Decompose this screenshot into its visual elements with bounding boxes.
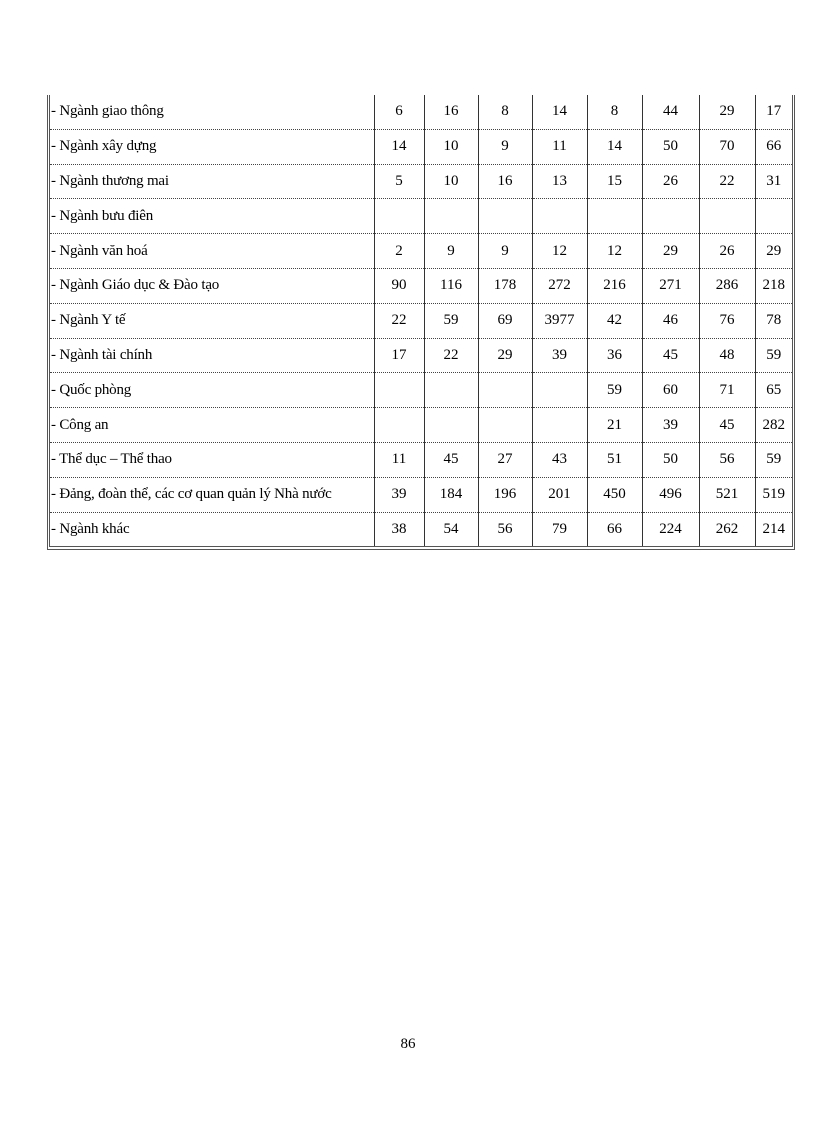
table-cell — [755, 199, 792, 234]
table-cell: 44 — [642, 95, 699, 129]
table-cell: 201 — [532, 477, 587, 512]
table-cell: 66 — [755, 129, 792, 164]
table-cell — [532, 373, 587, 408]
table-row — [50, 164, 792, 199]
table-cell: 59 — [587, 373, 642, 408]
table-cell: 15 — [587, 164, 642, 199]
table-cell — [699, 199, 755, 234]
table-cell: 178 — [478, 268, 532, 303]
table-cell: 42 — [587, 303, 642, 338]
table-cell: 59 — [424, 303, 478, 338]
table-row — [50, 95, 792, 129]
table-cell: 14 — [532, 95, 587, 129]
table-cell: 184 — [424, 477, 478, 512]
row-label: - Ngành văn hoá — [50, 234, 374, 269]
table-cell: 43 — [532, 442, 587, 477]
table-cell: 27 — [478, 442, 532, 477]
table-cell: 14 — [587, 129, 642, 164]
table-cell: 39 — [642, 408, 699, 443]
table-cell — [642, 199, 699, 234]
table-cell: 70 — [699, 129, 755, 164]
table-cell: 22 — [699, 164, 755, 199]
table-cell: 76 — [699, 303, 755, 338]
table-cell: 224 — [642, 512, 699, 546]
table-cell: 282 — [755, 408, 792, 443]
table-cell: 17 — [755, 95, 792, 129]
table-cell: 9 — [478, 129, 532, 164]
table-cell: 59 — [755, 442, 792, 477]
table-cell: 496 — [642, 477, 699, 512]
row-label: - Ngành Giáo dục & Đào tạo — [50, 268, 374, 303]
table-cell — [478, 373, 532, 408]
table-row — [50, 408, 792, 443]
table-cell: 21 — [587, 408, 642, 443]
statistics-table-frame — [47, 95, 795, 550]
table-cell: 17 — [374, 338, 424, 373]
table-cell: 14 — [374, 129, 424, 164]
table-cell — [374, 199, 424, 234]
table-cell — [478, 408, 532, 443]
table-row — [50, 512, 792, 546]
table-cell: 71 — [699, 373, 755, 408]
table-cell: 6 — [374, 95, 424, 129]
table-cell: 10 — [424, 164, 478, 199]
table-cell: 29 — [699, 95, 755, 129]
row-label: - Ngành giao thông — [50, 95, 374, 129]
table-cell — [532, 408, 587, 443]
page-number: 86 — [400, 1036, 416, 1052]
row-label: - Quốc phòng — [50, 373, 374, 408]
table-row — [50, 199, 792, 234]
table-cell: 45 — [424, 442, 478, 477]
table-cell — [478, 199, 532, 234]
table-row — [50, 373, 792, 408]
table-cell: 78 — [755, 303, 792, 338]
table-cell: 22 — [424, 338, 478, 373]
table-row — [50, 442, 792, 477]
table-cell: 11 — [374, 442, 424, 477]
table-cell: 216 — [587, 268, 642, 303]
table-cell: 16 — [424, 95, 478, 129]
table-cell: 59 — [755, 338, 792, 373]
table-cell: 450 — [587, 477, 642, 512]
statistics-table — [50, 95, 792, 546]
table-cell: 29 — [755, 234, 792, 269]
table-cell: 39 — [374, 477, 424, 512]
table-row — [50, 477, 792, 512]
table-cell: 66 — [587, 512, 642, 546]
row-label: - Ngành Y tế — [50, 303, 374, 338]
table-cell: 48 — [699, 338, 755, 373]
table-cell: 12 — [532, 234, 587, 269]
table-cell: 36 — [587, 338, 642, 373]
table-cell: 56 — [478, 512, 532, 546]
row-label: - Ngành thương mai — [50, 164, 374, 199]
table-cell: 13 — [532, 164, 587, 199]
table-cell: 50 — [642, 129, 699, 164]
table-cell: 31 — [755, 164, 792, 199]
table-cell: 60 — [642, 373, 699, 408]
table-cell — [424, 373, 478, 408]
table-cell: 196 — [478, 477, 532, 512]
table-cell: 12 — [587, 234, 642, 269]
table-cell: 8 — [587, 95, 642, 129]
table-cell: 271 — [642, 268, 699, 303]
table-cell — [374, 373, 424, 408]
table-cell: 26 — [699, 234, 755, 269]
row-label: - Ngành khác — [51, 520, 130, 537]
table-cell: 56 — [699, 442, 755, 477]
table-cell — [587, 199, 642, 234]
table-cell: 16 — [478, 164, 532, 199]
table-cell — [532, 199, 587, 234]
table-cell: 9 — [478, 234, 532, 269]
table-cell — [374, 408, 424, 443]
table-cell: 29 — [642, 234, 699, 269]
table-cell: 286 — [699, 268, 755, 303]
table-cell: 9 — [424, 234, 478, 269]
table-row — [50, 268, 792, 303]
table-cell: 69 — [478, 303, 532, 338]
table-row — [50, 303, 792, 338]
table-cell: 79 — [532, 512, 587, 546]
table-cell: 51 — [587, 442, 642, 477]
row-label: - Ngành bưu điên — [50, 199, 374, 234]
table-row — [50, 129, 792, 164]
row-label: - Ngành xây dựng — [50, 129, 374, 164]
table-cell: 116 — [424, 268, 478, 303]
table-cell: 3977 — [532, 303, 587, 338]
table-cell: 521 — [699, 477, 755, 512]
table-cell: 10 — [424, 129, 478, 164]
table-cell: 214 — [755, 512, 792, 546]
table-cell: 11 — [532, 129, 587, 164]
table-cell: 65 — [755, 373, 792, 408]
table-row — [50, 234, 792, 269]
table-cell: 39 — [532, 338, 587, 373]
row-label: - Công an — [50, 408, 374, 443]
table-cell: 29 — [478, 338, 532, 373]
table-cell: 262 — [699, 512, 755, 546]
table-cell: 22 — [374, 303, 424, 338]
table-row — [50, 338, 792, 373]
row-label: - Đảng, đoàn thể, các cơ quan quản lý Nhà nước — [50, 477, 374, 512]
table-body — [50, 95, 792, 546]
table-cell: 26 — [642, 164, 699, 199]
table-cell: 272 — [532, 268, 587, 303]
table-cell — [424, 408, 478, 443]
table-cell: 519 — [755, 477, 792, 512]
table-cell: 2 — [374, 234, 424, 269]
table-cell: 54 — [424, 512, 478, 546]
table-cell: 38 — [374, 512, 424, 546]
row-label: - Ngành tài chính — [50, 338, 374, 373]
table-cell: 45 — [699, 408, 755, 443]
table-cell: 50 — [642, 442, 699, 477]
table-cell: 218 — [755, 268, 792, 303]
table-cell: 90 — [374, 268, 424, 303]
row-label: - Thể dục – Thể thao — [50, 442, 374, 477]
table-cell: 8 — [478, 95, 532, 129]
table-cell — [424, 199, 478, 234]
table-cell: 45 — [642, 338, 699, 373]
table-cell: 5 — [374, 164, 424, 199]
table-cell: 46 — [642, 303, 699, 338]
